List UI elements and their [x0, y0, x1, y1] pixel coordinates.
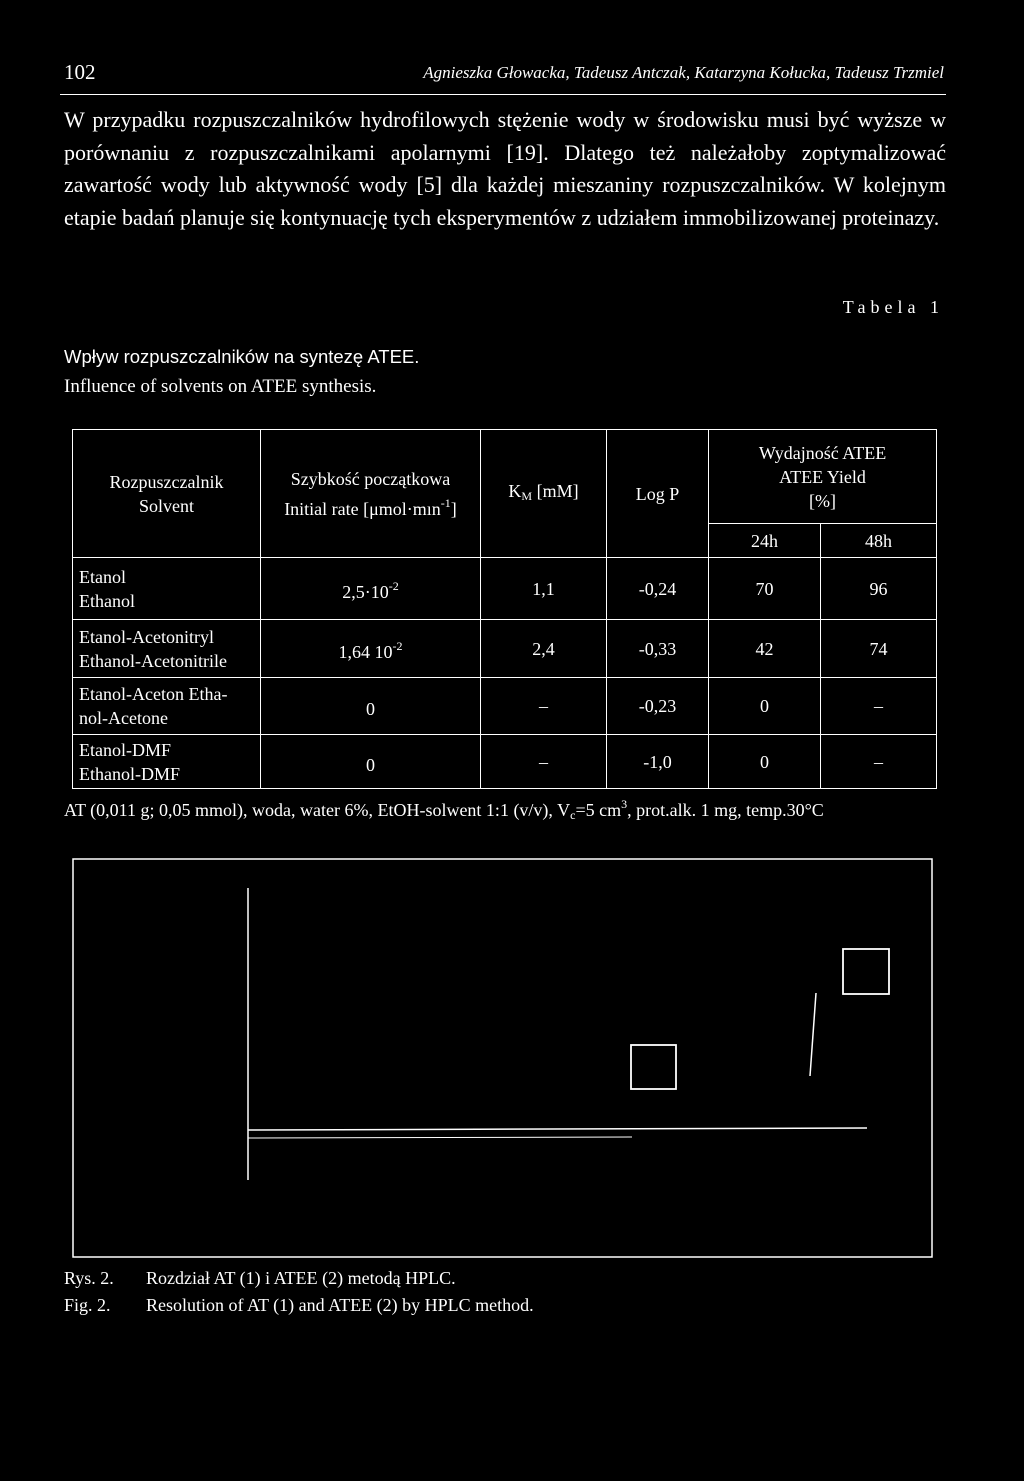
cell-yield-48h: – [821, 735, 937, 789]
hplc-chromatogram-figure [72, 858, 933, 1258]
cell-logp: -0,24 [607, 558, 709, 620]
footnote-sup: 3 [621, 797, 628, 811]
cell-yield-24h: 42 [709, 620, 821, 678]
header-logp: Log P [607, 430, 709, 558]
header-solvent [73, 430, 261, 558]
cell-logp: -1,0 [607, 735, 709, 789]
header-km-unit: [mM] [532, 481, 579, 501]
solvent-en: Ethanol [79, 590, 135, 611]
header-rate-en [265, 491, 476, 521]
cell-yield-24h: 0 [709, 735, 821, 789]
header-yield-unit: [%] [809, 490, 836, 511]
solvent-en: Ethanol-Acetonitrile [79, 650, 227, 671]
cell-km: 1,1 [481, 558, 607, 620]
page-number: 102 [64, 60, 96, 84]
solvent-en: Ethanol-DMF [79, 763, 180, 784]
figure-caption-pl [64, 1265, 534, 1292]
table-label: Tabela 1 [842, 297, 944, 317]
table-caption-english: Influence of solvents on ATEE synthesis. [64, 376, 377, 397]
header-solvent-en: Solvent [138, 495, 194, 516]
rate-base: 1,64 10 [338, 641, 393, 662]
cell-yield-48h: 74 [821, 620, 937, 678]
running-header-authors: Agnieszka Głowacka, Tadeusz Antczak, Katarzyna Kołucka, Tadeusz Trzmiel [423, 63, 944, 82]
header-km [481, 430, 607, 558]
header-rate-en-close: ] [450, 498, 457, 519]
cell-logp: -0,23 [607, 678, 709, 735]
header-solvent-pl: Rozpuszczalnik [109, 471, 224, 492]
cell-rate [261, 735, 481, 789]
cell-solvent [73, 558, 261, 620]
header-yield-pl: Wydajność ATEE [758, 442, 887, 463]
header-rate-pl: Szybkość początkowa [290, 468, 451, 489]
baseline-shadow [248, 1137, 632, 1138]
figure-caption-en [64, 1292, 534, 1319]
figure-label-pl: Rys. 2. [64, 1268, 114, 1288]
header-48h: 48h [821, 524, 937, 558]
figure-frame [73, 859, 932, 1257]
peak-marker-2-icon [843, 949, 889, 994]
table-footnote [64, 797, 824, 823]
solvent-table [72, 429, 937, 789]
solvent-pl: Etanol-Aceton Etha- [79, 684, 228, 704]
cell-km: – [481, 678, 607, 735]
peak-line [810, 993, 816, 1076]
table-row [73, 678, 937, 735]
header-rate-en-sup: -1 [440, 495, 451, 510]
cell-rate [261, 678, 481, 735]
figure-text-en: Resolution of AT (1) and ATEE (2) by HPLC method. [146, 1295, 534, 1315]
cell-km: – [481, 735, 607, 789]
body-paragraph: W przypadku rozpuszczalników hydrofilowych stężenie wody w środowisku musi być wyższe w porównaniu z rozpuszczalnikami apolarnymi [19]. Dlatego też należałoby zoptymalizować zawartość wody lub aktywność wody [5] dla każdej mieszaniny rozpuszczalników. W kolejnym etapie badań planuje się kontynuację tych eksperymentów z udziałem immobilizowanej proteinazy. [64, 107, 946, 230]
header-rate-en-text: Initial rate [μmol·mın [284, 498, 441, 519]
table-caption-polish: Wpływ rozpuszczalników na syntezę ATEE. [64, 346, 420, 367]
table-row [73, 620, 937, 678]
solvent-pl: Etanol [79, 566, 126, 587]
footnote-text-2: =5 cm [575, 800, 622, 820]
solvent-pl: Etanol-Acetonitryl [79, 626, 214, 647]
cell-yield-48h: 96 [821, 558, 937, 620]
header-24h: 24h [709, 524, 821, 558]
table-row [73, 735, 937, 789]
table-row [73, 558, 937, 620]
cell-km: 2,4 [481, 620, 607, 678]
header-km-k: K [508, 481, 522, 501]
rate-exp: -2 [388, 578, 399, 593]
peak-marker-1-icon [631, 1045, 676, 1089]
cell-solvent [73, 735, 261, 789]
header-yield-en: ATEE Yield [779, 466, 866, 487]
cell-solvent [73, 620, 261, 678]
chromatogram-baseline [248, 1128, 867, 1130]
footnote-text-3: , prot.alk. 1 mg, temp.30°C [627, 800, 824, 820]
figure-caption [64, 1265, 534, 1319]
rate-base: 2,5·10 [342, 581, 389, 602]
rate-exp: -2 [392, 638, 403, 653]
cell-yield-24h: 70 [709, 558, 821, 620]
footnote-text-1: AT (0,011 g; 0,05 mmol), woda, water 6%, EtOH-solwent 1:1 (v/v), V [64, 800, 571, 820]
header-initial-rate [261, 430, 481, 558]
header-rule [60, 94, 946, 95]
cell-rate [261, 558, 481, 620]
rate-base: 0 [366, 699, 375, 719]
solvent-en: nol-Acetone [79, 708, 168, 728]
header-km-sub: M [521, 489, 533, 503]
cell-yield-24h: 0 [709, 678, 821, 735]
cell-solvent [73, 678, 261, 735]
rate-base: 0 [366, 754, 375, 775]
figure-label-en: Fig. 2. [64, 1295, 111, 1315]
cell-rate [261, 620, 481, 678]
cell-logp: -0,33 [607, 620, 709, 678]
footnote-sub: c [570, 808, 576, 822]
figure-text-pl: Rozdział AT (1) i ATEE (2) metodą HPLC. [146, 1268, 456, 1288]
cell-yield-48h: – [821, 678, 937, 735]
header-yield [709, 430, 937, 524]
solvent-pl: Etanol-DMF [79, 739, 171, 760]
